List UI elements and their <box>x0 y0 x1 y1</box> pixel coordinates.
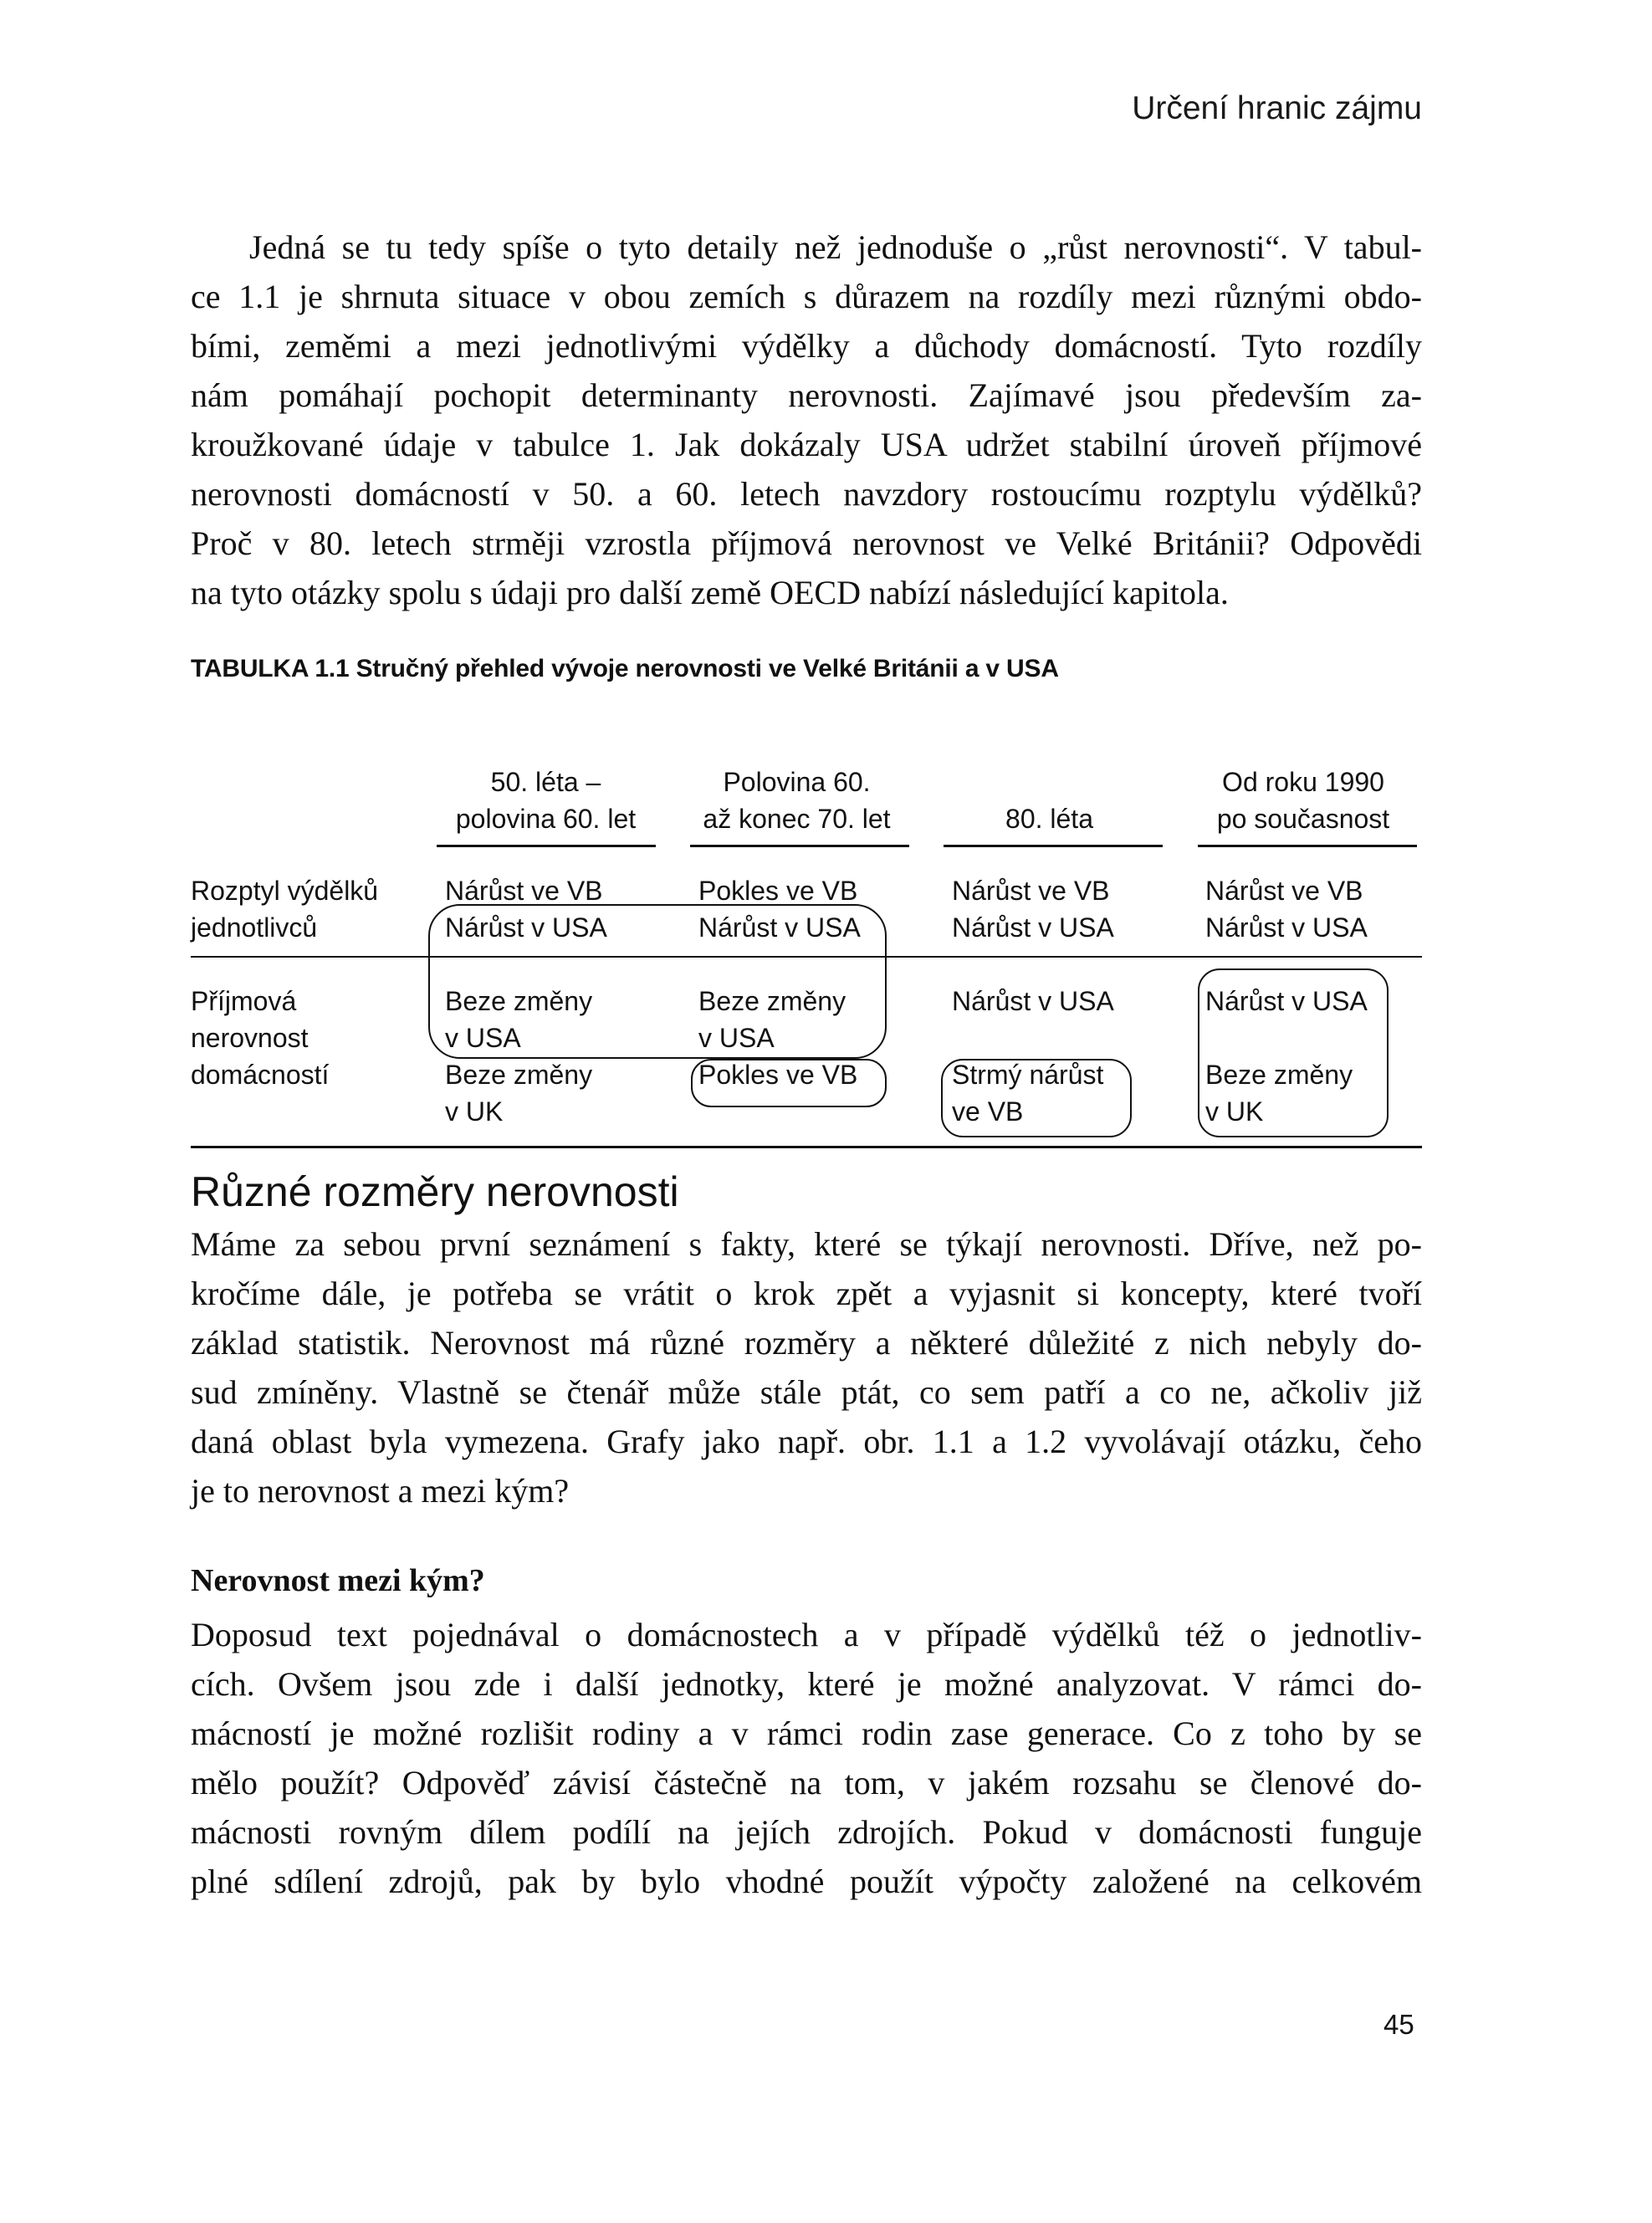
row-label-line: nerovnost <box>191 1023 309 1053</box>
page-number: 45 <box>1383 2009 1414 2040</box>
column-underline <box>944 845 1163 847</box>
text-line: ce 1.1 je shrnuta situace v obou zemích s důrazem na rozdíly mezi různými obdo- <box>191 278 1422 315</box>
cell-line: Beze změny <box>698 986 846 1016</box>
cell-line: Nárůst v USA <box>1205 912 1368 943</box>
cell-line: v USA <box>445 1023 521 1053</box>
cell-line: v USA <box>698 1023 775 1053</box>
text-line: Proč v 80. letech strměji vzrostla příjmová nerovnost ve Velké Británii? Odpovědi <box>191 524 1422 562</box>
text-line: Jedná se tu tedy spíše o tyto detaily než jednoduše o „růst nerovnosti“. V tabul- <box>249 228 1422 266</box>
cell-line: Beze změny <box>445 1060 593 1090</box>
column-header-line: 80. léta <box>1005 804 1093 834</box>
column-header <box>939 764 1160 837</box>
row-label-line: Rozptyl výdělků <box>191 876 379 906</box>
intro-paragraph <box>191 222 1422 617</box>
row-label-line: jednotlivců <box>191 912 318 943</box>
row-label <box>191 872 378 946</box>
highlight-ring-uk-steep-rise <box>941 1059 1132 1137</box>
table-cell <box>1205 872 1368 946</box>
table-bottom-rule <box>191 1146 1422 1148</box>
column-underline <box>1198 845 1417 847</box>
cell-line <box>952 1020 1114 1056</box>
cell-line: Nárůst ve VB <box>1205 876 1363 906</box>
column-header <box>435 764 657 837</box>
subsection-paragraph <box>191 1610 1422 1906</box>
cell-line: Pokles ve VB <box>698 1060 858 1090</box>
cell-line: Strmý nárůst <box>952 1060 1104 1090</box>
section-paragraph <box>191 1219 1422 1515</box>
text-line: kročíme dále, je potřeba se vrátit o krok zpět a vyjasnit si koncepty, které tvoří <box>191 1275 1422 1312</box>
highlight-ring-usa-stable <box>428 904 887 1059</box>
cell-line: Beze změny <box>445 986 593 1016</box>
text-line: cích. Ovšem jsou zde i další jednotky, které je možné analyzovat. V rámci do- <box>191 1665 1422 1703</box>
text-line: mácností je možné rozlišit rodiny a v rámci rodin zase generace. Co z toho by se <box>191 1715 1422 1752</box>
highlight-ring-uk-decline <box>691 1059 887 1107</box>
table-caption: TABULKA 1.1 Stručný přehled vývoje nerovnosti ve Velké Británii a v USA <box>191 655 1059 682</box>
text-line: kroužkované údaje v tabulce 1. Jak dokázaly USA udržet stabilní úroveň příjmové <box>191 426 1422 463</box>
cell-line: Nárůst v USA <box>1205 986 1368 1016</box>
text-line: bími, zeměmi a mezi jednotlivými výdělky a důchody domácností. Tyto rozdíly <box>191 327 1422 365</box>
cell-line: Nárůst ve VB <box>952 876 1110 906</box>
cell-line: Pokles ve VB <box>698 876 858 906</box>
column-header-line: polovina 60. let <box>455 804 637 834</box>
cell-line: Beze změny <box>1205 1060 1353 1090</box>
column-header <box>1191 764 1415 837</box>
text-line: nerovnosti domácností v 50. a 60. letech navzdory rostoucímu rozptylu výdělků? <box>191 475 1422 513</box>
column-header-line: Polovina 60. <box>723 767 871 797</box>
column-header <box>686 764 908 837</box>
text-line: daná oblast byla vymezena. Grafy jako např. obr. 1.1 a 1.2 vyvolávají otázku, čeho <box>191 1423 1422 1460</box>
column-header-line: Od roku 1990 <box>1222 767 1384 797</box>
running-head: Určení hranic zájmu <box>1132 90 1422 126</box>
table-cell <box>952 872 1114 946</box>
cell-line: Nárůst ve VB <box>445 876 603 906</box>
cell-line: v UK <box>1205 1096 1264 1127</box>
cell-line: Nárůst v USA <box>952 912 1114 943</box>
cell-line: Nárůst v USA <box>952 986 1114 1016</box>
cell-line: v UK <box>445 1096 504 1127</box>
highlight-ring-1990-onwards <box>1198 968 1389 1137</box>
column-header-line: až konec 70. let <box>703 804 891 834</box>
text-line: Máme za sebou první seznámení s fakty, které se týkají nerovnosti. Dříve, než po- <box>191 1225 1422 1263</box>
cell-line: Nárůst v USA <box>698 912 861 943</box>
cell-line: Nárůst v USA <box>445 912 607 943</box>
text-line: nám pomáhají pochopit determinanty nerovnosti. Zajímavé jsou především za- <box>191 376 1422 414</box>
text-line: je to nerovnost a mezi kým? <box>191 1472 570 1510</box>
column-underline <box>690 845 909 847</box>
text-line: plné sdílení zdrojů, pak by bylo vhodné použít výpočty založené na celkovém <box>191 1863 1422 1900</box>
section-heading: Různé rozměry nerovnosti <box>191 1168 679 1215</box>
row-label-line: Příjmová <box>191 986 297 1016</box>
row-label-line: domácností <box>191 1060 330 1090</box>
text-line: mácnosti rovným dílem podílí na jejích zdrojích. Pokud v domácnosti funguje <box>191 1813 1422 1851</box>
text-line: na tyto otázky spolu s údaji pro další země OECD nabízí následující kapitola. <box>191 574 1229 611</box>
cell-line: ve VB <box>952 1096 1024 1127</box>
column-header-line: po současnost <box>1216 804 1390 834</box>
column-underline <box>437 845 656 847</box>
row-label <box>191 983 329 1093</box>
column-header-line: 50. léta – <box>490 767 601 797</box>
text-line: sud zmíněny. Vlastně se čtenář může stále ptát, co sem patří a co ne, ačkoliv již <box>191 1373 1422 1411</box>
text-line: Doposud text pojednával o domácnostech a v případě výdělků též o jednotliv- <box>191 1616 1422 1653</box>
text-line: základ statistik. Nerovnost má různé rozměry a některé důležité z nich nebyly do- <box>191 1324 1422 1362</box>
subsection-heading: Nerovnost mezi kým? <box>191 1563 485 1598</box>
column-header-line <box>939 764 1160 800</box>
text-line: mělo použít? Odpověď závisí částečně na tom, v jakém rozsahu se členové do- <box>191 1764 1422 1801</box>
